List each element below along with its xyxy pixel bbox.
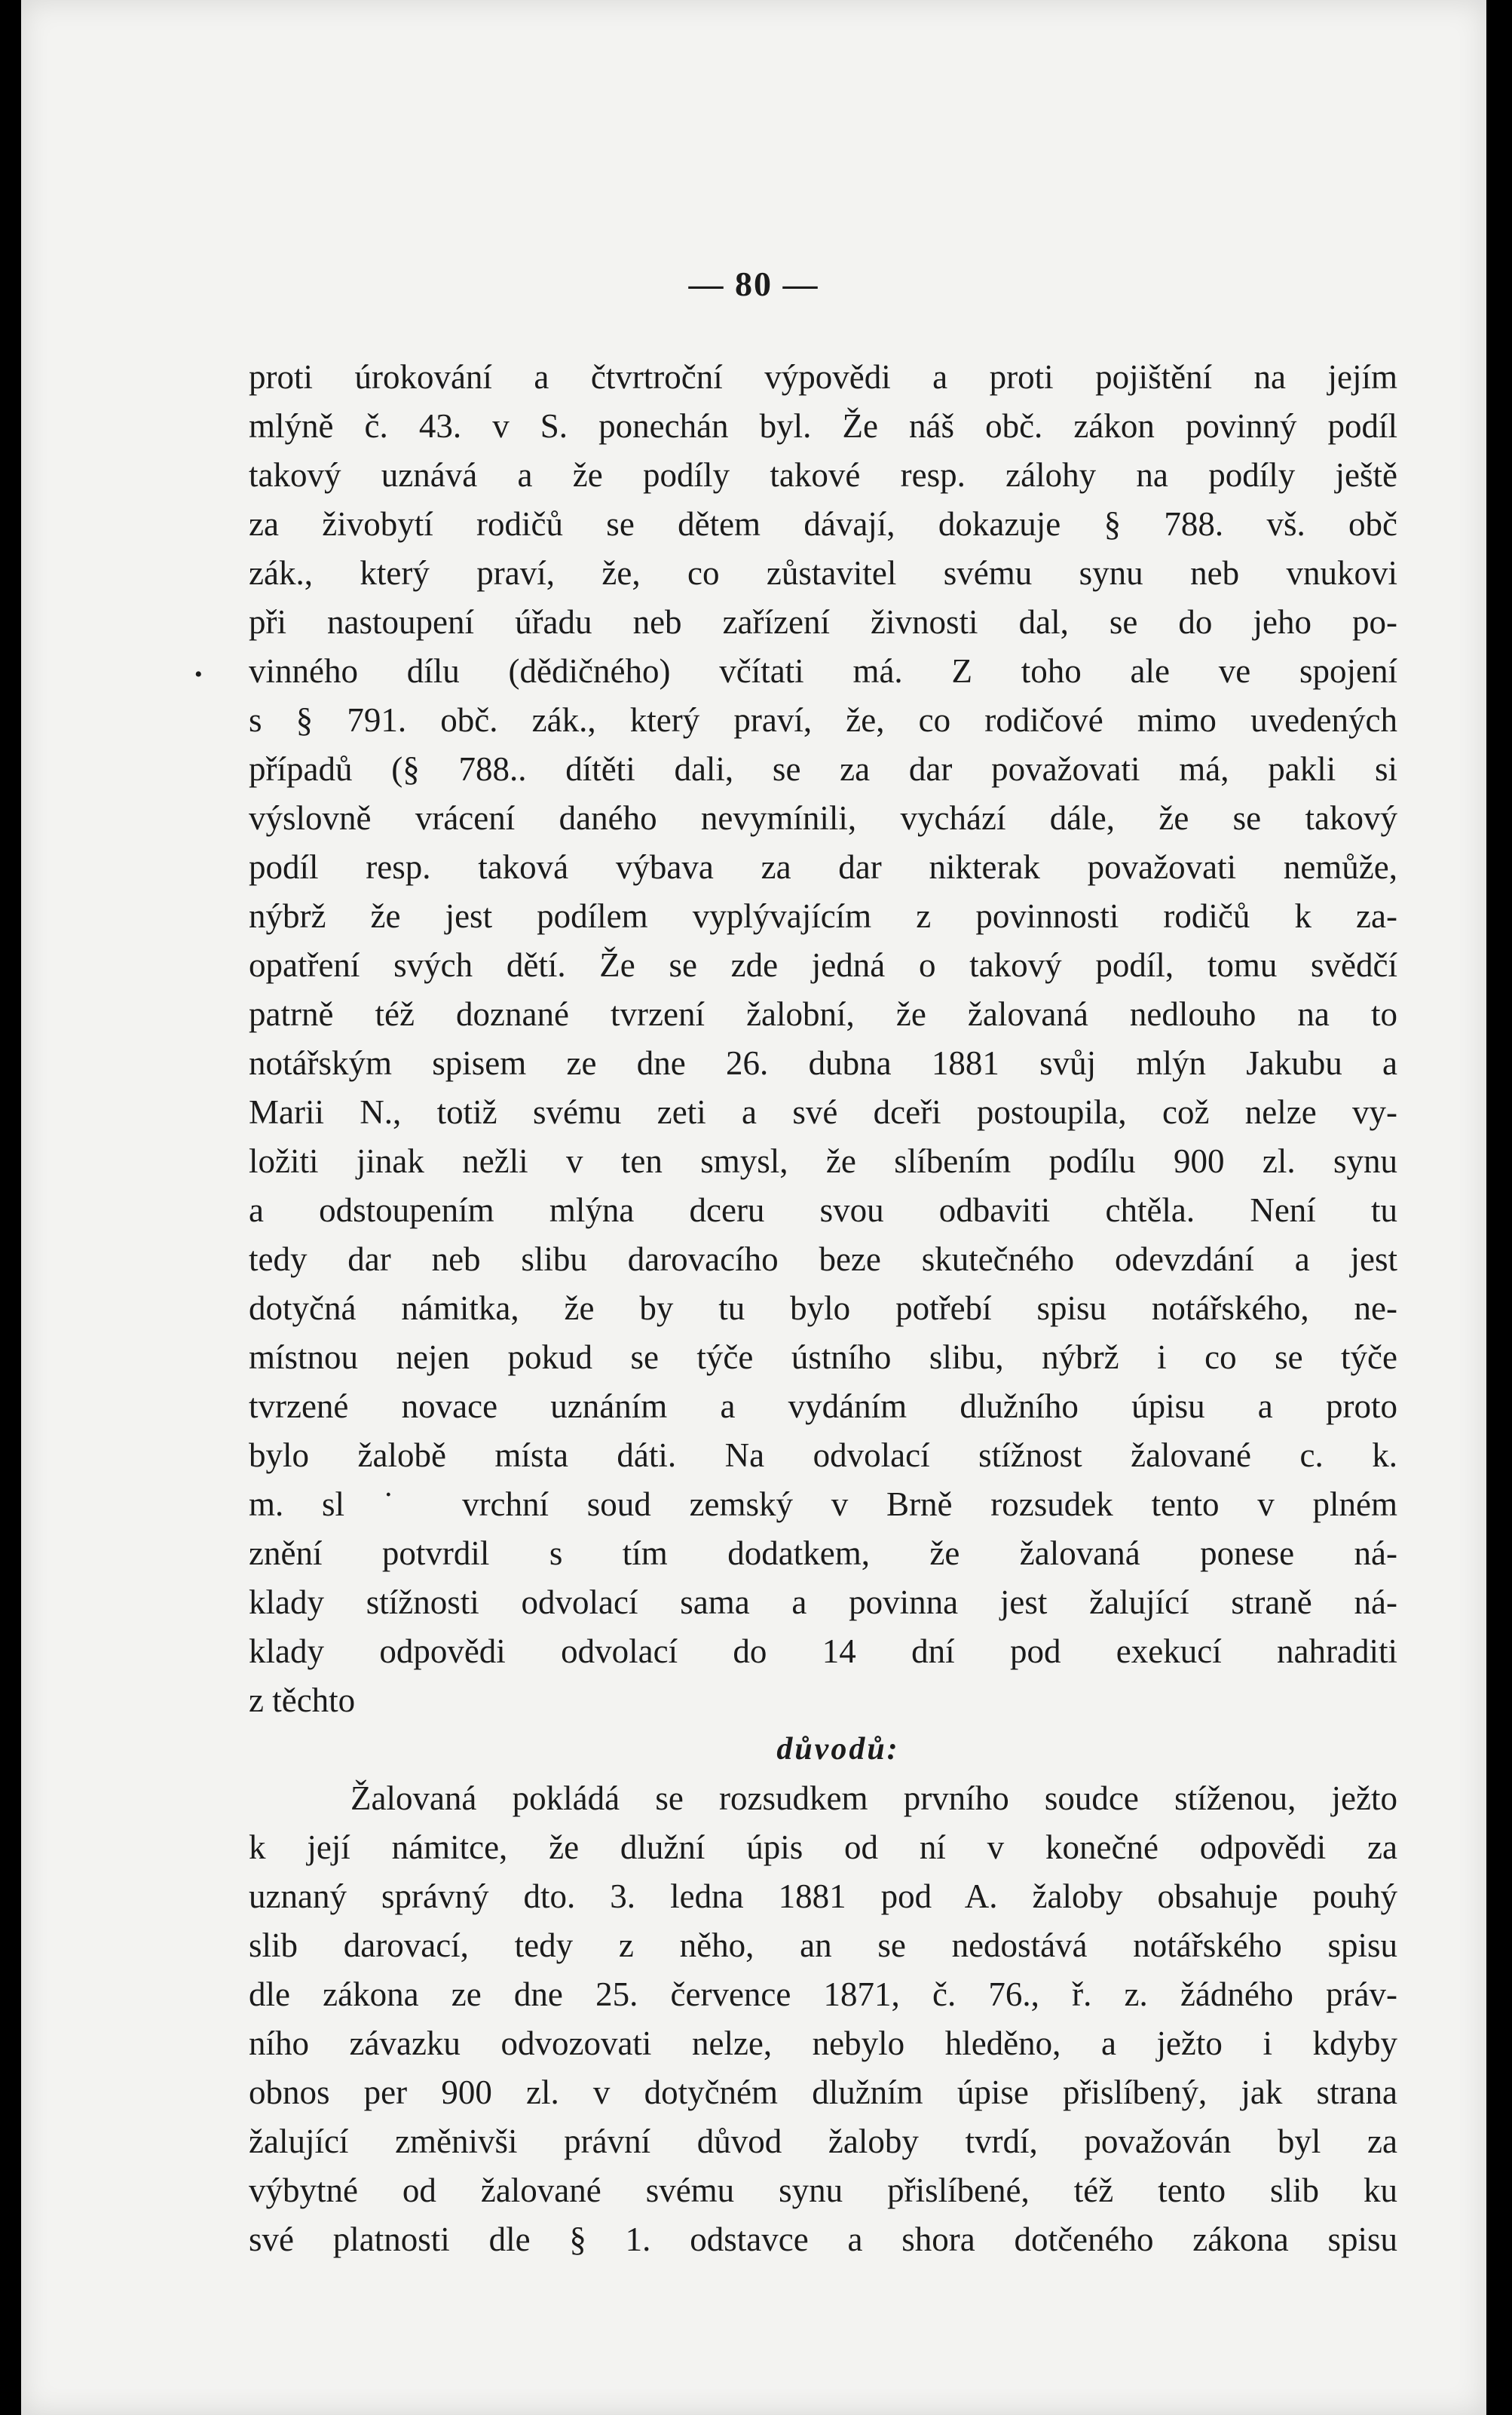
text-line: při nastoupení úřadu neb zařízení živnosti dal, se do jeho po- <box>249 603 1397 641</box>
text-line: bylo žalobě místa dáti. Na odvolací stížnost žalované c. k. <box>249 1436 1397 1474</box>
text-line: m. sl ˙ vrchní soud zemský v Brně rozsudek tento v plném <box>249 1485 1397 1523</box>
text-line: tvrzené novace uznáním a vydáním dlužního úpisu a proto <box>249 1387 1397 1425</box>
page-number: — 80 — <box>688 265 819 303</box>
text-line: proti úrokování a čtvrtroční výpovědi a proti pojištění na jejím <box>249 358 1397 396</box>
text-line: z těchto <box>249 1681 356 1719</box>
text-line: znění potvrdil s tím dodatkem, že žalovaná ponese ná- <box>249 1534 1397 1572</box>
text-line: ložiti jinak nežli v ten smysl, že slíbením podílu 900 zl. synu <box>249 1142 1397 1180</box>
text-line: výslovně vrácení daného nevymínili, vychází dále, že se takový <box>249 799 1397 837</box>
text-line: zák., který praví, že, co zůstavitel svému synu neb vnukovi <box>249 554 1397 592</box>
text-line: tedy dar neb slibu darovacího beze skutečného odevzdání a jest <box>249 1240 1397 1278</box>
section-heading: důvodů: <box>776 1732 900 1767</box>
text-line: dle zákona ze dne 25. července 1871, č. 76., ř. z. žádného práv- <box>249 1975 1397 2013</box>
text-line: za živobytí rodičů se dětem dávají, dokazuje § 788. vš. obč <box>249 505 1397 543</box>
text-line: dotyčná námitka, že by tu bylo potřebí spisu notářského, ne- <box>249 1289 1397 1327</box>
text-line: nýbrž že jest podílem vyplývajícím z povinnosti rodičů k za- <box>249 897 1397 935</box>
text-line: obnos per 900 zl. v dotyčném dlužním úpise přislíbený, jak strana <box>249 2073 1397 2111</box>
text-line: žalující změnivši právní důvod žaloby tvrdí, považován byl za <box>249 2122 1397 2160</box>
text-line: ního závazku odvozovati nelze, nebylo hleděno, a ježto i kdyby <box>249 2024 1397 2062</box>
text-line: klady stížnosti odvolací sama a povinna jest žalující straně ná- <box>249 1583 1397 1621</box>
text-line: opatření svých dětí. Že se zde jedná o takový podíl, tomu svědčí <box>249 946 1397 984</box>
text-line: vinného dílu (dědičného) včítati má. Z toho ale ve spojení <box>249 652 1397 690</box>
text-line: s § 791. obč. zák., který praví, že, co rodičové mimo uvedených <box>249 701 1397 739</box>
text-line: takový uznává a že podíly takové resp. zálohy na podíly ještě <box>249 456 1397 494</box>
text-line: notářským spisem ze dne 26. dubna 1881 svůj mlýn Jakubu a <box>249 1044 1397 1082</box>
text-line: výbytné od žalované svému synu přislíbené, též tento slib ku <box>249 2171 1397 2209</box>
text-line: místnou nejen pokud se týče ústního slibu, nýbrž i co se týče <box>249 1338 1397 1376</box>
paragraph-1 <box>249 353 1397 1725</box>
text-line: případů (§ 788.. dítěti dali, se za dar považovati má, pakli si <box>249 750 1397 788</box>
text-line: podíl resp. taková výbava za dar nikterak považovati nemůže, <box>249 848 1397 886</box>
text-line: patrně též doznané tvrzení žalobní, že žalovaná nedlouho na to <box>249 995 1397 1033</box>
body-text <box>249 353 1397 2264</box>
text-line: k její námitce, že dlužní úpis od ní v konečné odpovědi za <box>249 1828 1397 1866</box>
text-line: uznaný správný dto. 3. ledna 1881 pod A. žaloby obsahuje pouhý <box>249 1877 1397 1915</box>
margin-mark: • <box>194 662 203 687</box>
text-line: slib darovací, tedy z něho, an se nedostává notářského spisu <box>249 1926 1397 1964</box>
text-line: Marii N., totiž svému zeti a své dceři postoupila, což nelze vy- <box>249 1093 1397 1131</box>
text-line: a odstoupením mlýna dceru svou odbaviti chtěla. Není tu <box>249 1191 1397 1229</box>
text-line: své platnosti dle § 1. odstavce a shora dotčeného zákona spisu <box>249 2220 1397 2258</box>
text-line: Žalovaná pokládá se rozsudkem prvního soudce stíženou, ježto <box>350 1779 1397 1817</box>
text-line: mlýně č. 43. v S. ponechán byl. Že náš obč. zákon povinný podíl <box>249 407 1397 445</box>
text-line: klady odpovědi odvolací do 14 dní pod exekucí nahraditi <box>249 1632 1397 1670</box>
document-page <box>21 0 1486 2415</box>
paragraph-2 <box>249 1774 1397 2264</box>
